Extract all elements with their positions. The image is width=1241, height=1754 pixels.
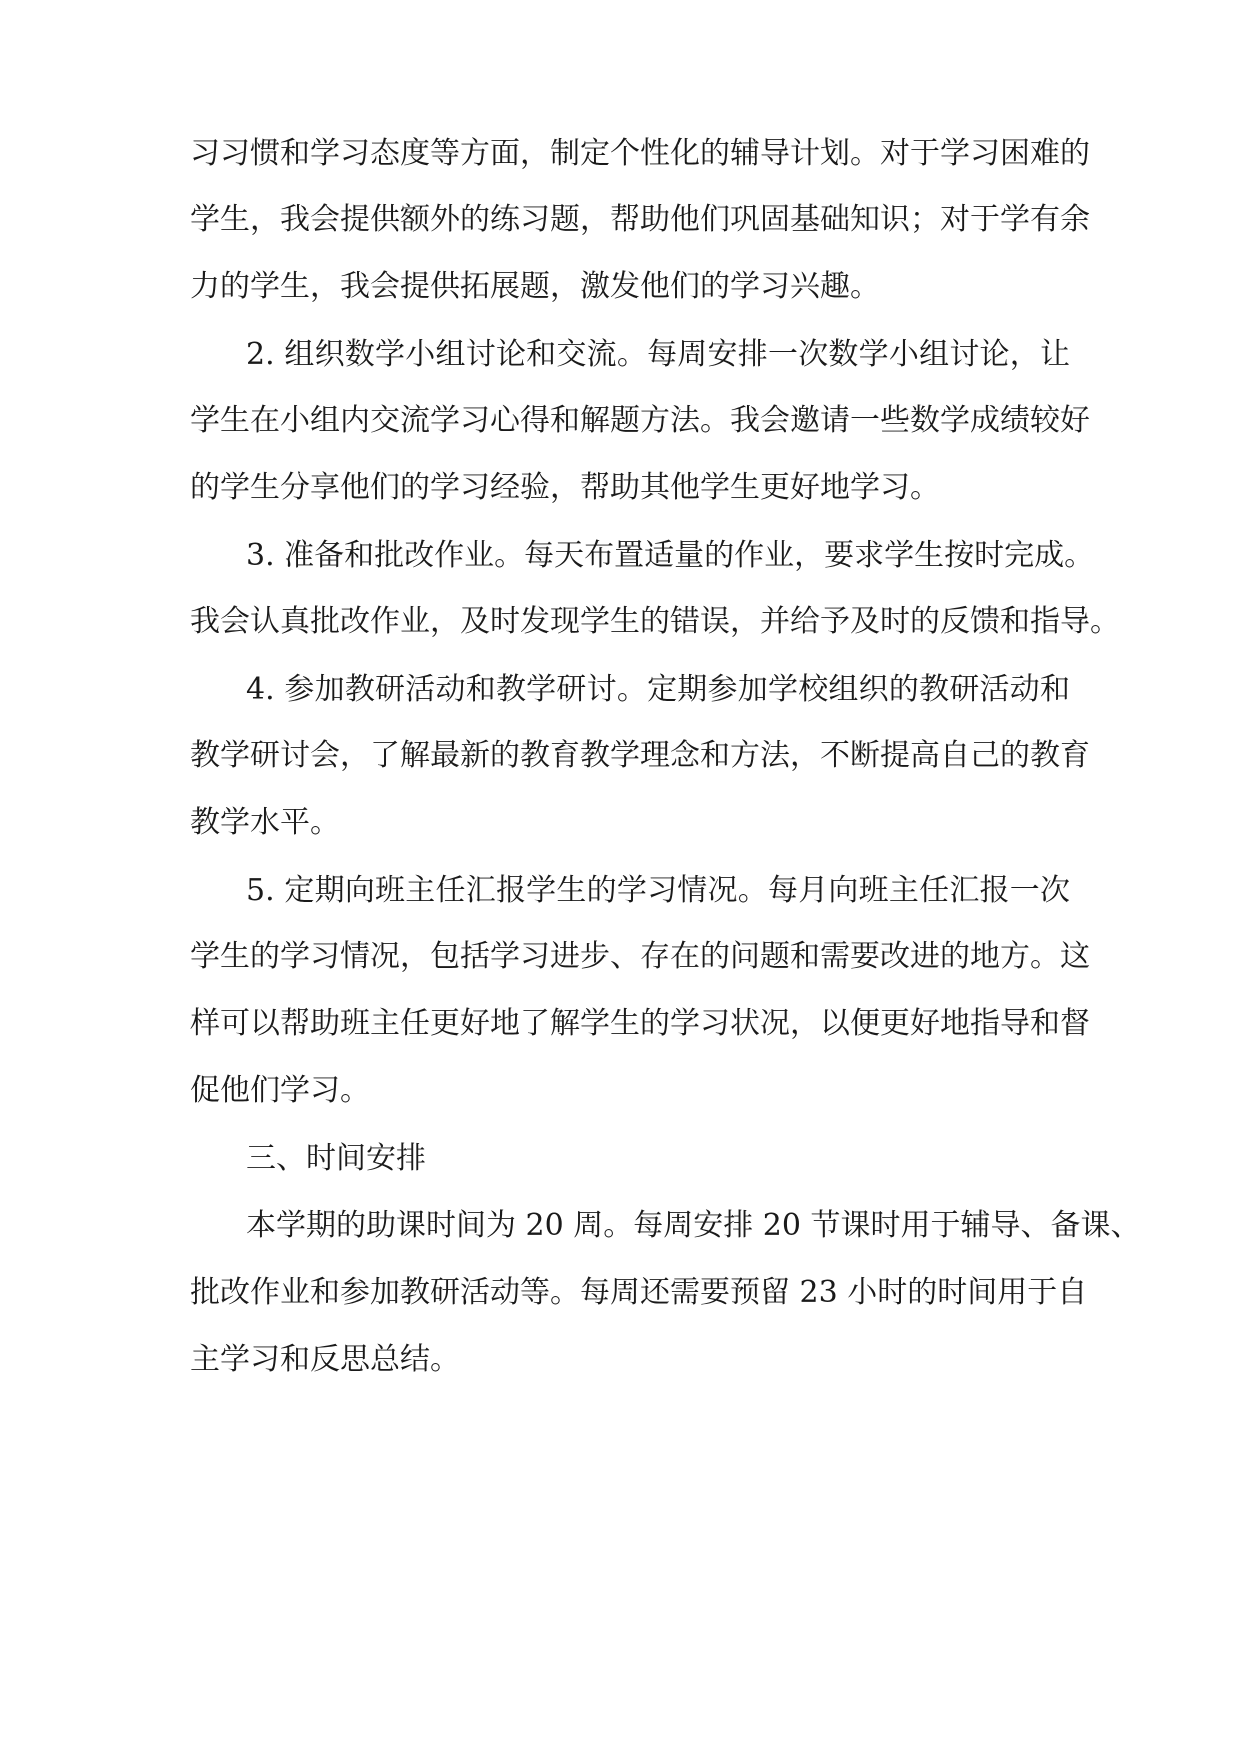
text-line: 本学期的助课时间为 20 周。每周安排 20 节课时用于辅导、备课、 bbox=[246, 1208, 1141, 1243]
section-heading: 三、时间安排 bbox=[246, 1141, 426, 1176]
text-line: 教学研讨会，了解最新的教育教学理念和方法，不断提高自己的教育 bbox=[190, 738, 1090, 773]
text-line: 学生的学习情况，包括学习进步、存在的问题和需要改进的地方。这 bbox=[190, 939, 1090, 974]
list-item-3-heading: 3. 准备和批改作业。每天布置适量的作业，要求学生按时完成。 bbox=[246, 538, 1095, 573]
text-line: 的学生分享他们的学习经验，帮助其他学生更好地学习。 bbox=[190, 470, 940, 505]
text-line: 批改作业和参加教研活动等。每周还需要预留 23 小时的时间用于自 bbox=[190, 1275, 1088, 1310]
list-item-5-heading: 5. 定期向班主任汇报学生的学习情况。每月向班主任汇报一次 bbox=[246, 873, 1070, 908]
text-line: 主学习和反思总结。 bbox=[190, 1342, 460, 1377]
text-line: 力的学生，我会提供拓展题，激发他们的学习兴趣。 bbox=[190, 269, 880, 304]
text-line: 学生，我会提供额外的练习题，帮助他们巩固基础知识；对于学有余 bbox=[190, 202, 1090, 237]
list-item-4-heading: 4. 参加教研活动和教学研讨。定期参加学校组织的教研活动和 bbox=[246, 672, 1070, 707]
text-line: 习习惯和学习态度等方面，制定个性化的辅导计划。对于学习困难的 bbox=[190, 136, 1090, 171]
text-line: 学生在小组内交流学习心得和解题方法。我会邀请一些数学成绩较好 bbox=[190, 403, 1090, 438]
text-line: 促他们学习。 bbox=[190, 1073, 370, 1108]
text-line: 我会认真批改作业，及时发现学生的错误，并给予及时的反馈和指导。 bbox=[190, 604, 1120, 639]
text-line: 样可以帮助班主任更好地了解学生的学习状况，以便更好地指导和督 bbox=[190, 1006, 1090, 1041]
list-item-2-heading: 2. 组织数学小组讨论和交流。每周安排一次数学小组讨论，让 bbox=[246, 337, 1070, 372]
text-line: 教学水平。 bbox=[190, 805, 340, 840]
